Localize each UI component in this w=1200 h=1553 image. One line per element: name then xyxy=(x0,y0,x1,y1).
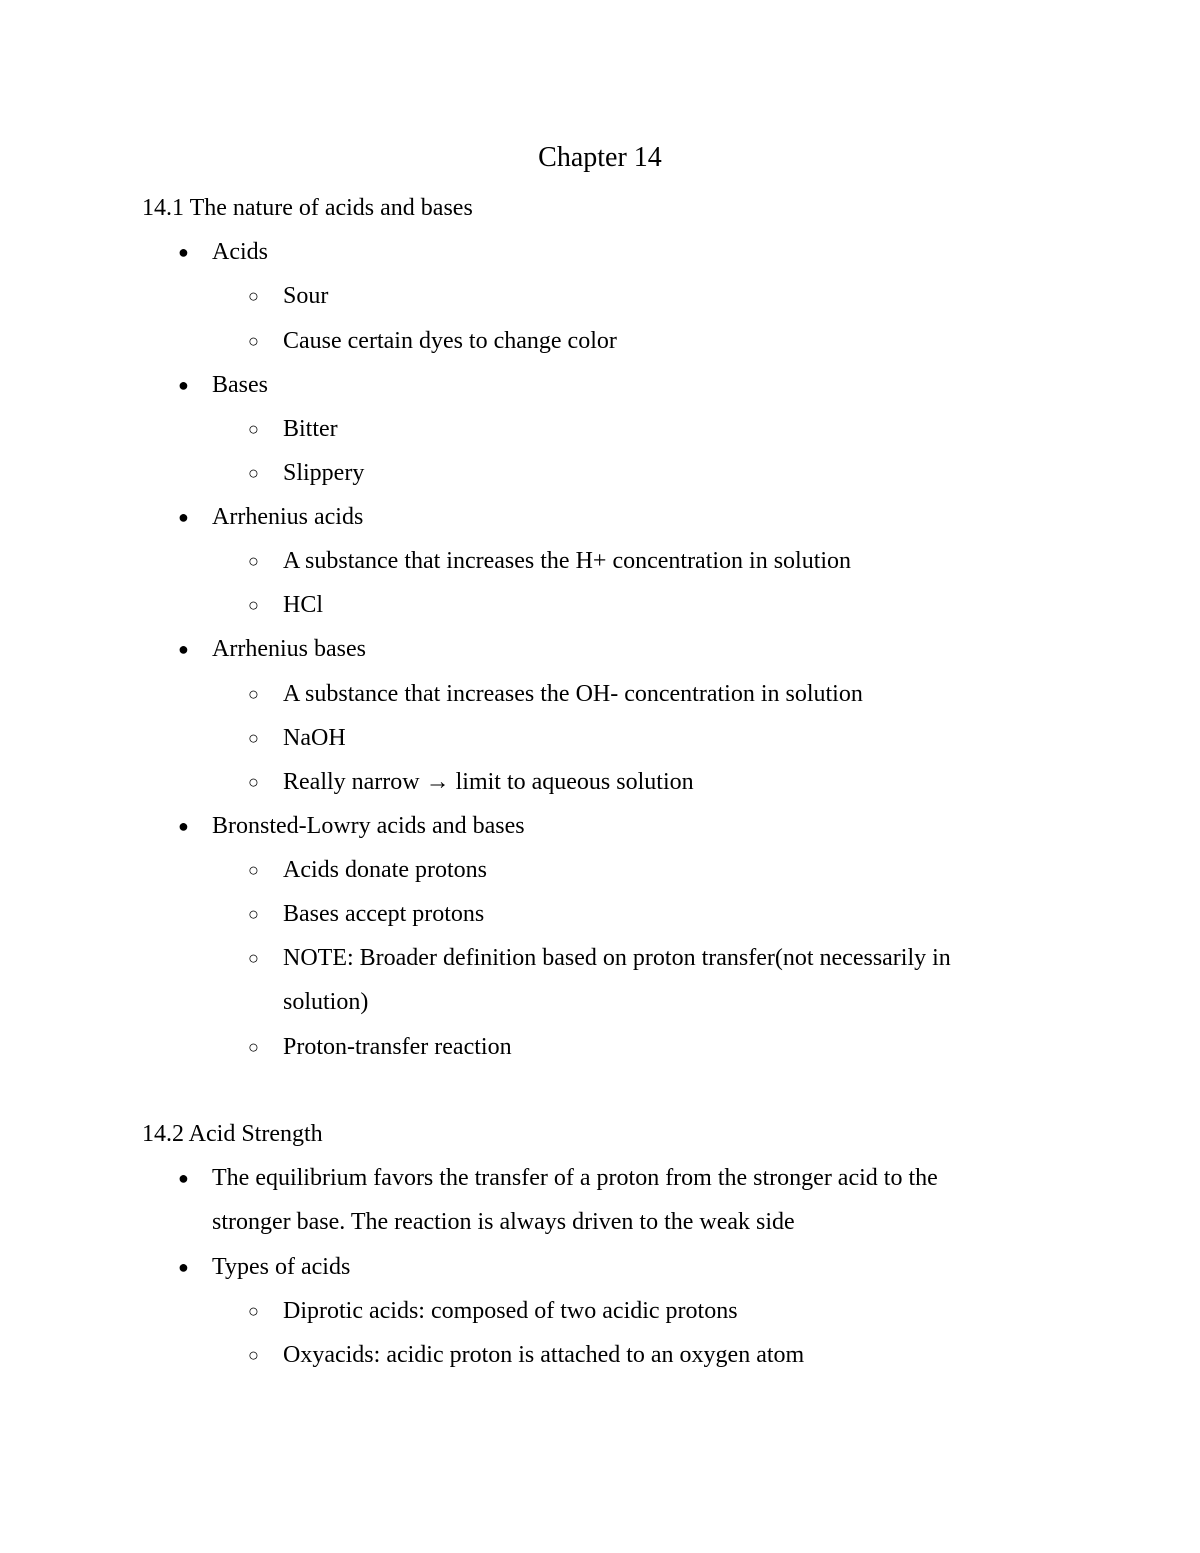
bullet-icon: ● xyxy=(178,375,189,395)
sub-item: Oxyacids: acidic proton is attached to an oxygen atom xyxy=(283,1342,805,1368)
bullet-icon: ● xyxy=(178,242,189,262)
sub-bullet-icon: ○ xyxy=(248,1345,259,1365)
list-item-acids: Acids xyxy=(212,239,268,265)
sub-item: NaOH xyxy=(283,725,346,751)
bullet-icon: ● xyxy=(178,1257,189,1277)
bullet-icon: ● xyxy=(178,507,189,527)
section-heading-14-1: 14.1 The nature of acids and bases xyxy=(142,195,473,221)
sub-item: Bases accept protons xyxy=(283,901,485,927)
sub-bullet-icon: ○ xyxy=(248,948,259,968)
bullet-icon: ● xyxy=(178,816,189,836)
sub-bullet-icon: ○ xyxy=(248,551,259,571)
sub-item: A substance that increases the H+ concentration in solution xyxy=(283,548,852,574)
sub-bullet-icon: ○ xyxy=(248,286,259,306)
sub-bullet-icon: ○ xyxy=(248,772,259,792)
sub-bullet-icon: ○ xyxy=(248,1301,259,1321)
sub-item: Proton-transfer reaction xyxy=(283,1034,512,1060)
sub-item: Bitter xyxy=(283,416,338,442)
list-item-bronsted-lowry: Bronsted-Lowry acids and bases xyxy=(212,813,525,839)
sub-bullet-icon: ○ xyxy=(248,331,259,351)
sub-bullet-icon: ○ xyxy=(248,860,259,880)
list-item-equilibrium: The equilibrium favors the transfer of a proton from the stronger acid to the xyxy=(212,1165,938,1191)
sub-bullet-icon: ○ xyxy=(248,728,259,748)
sub-bullet-icon: ○ xyxy=(248,595,259,615)
sub-item: Diprotic acids: composed of two acidic protons xyxy=(283,1298,738,1324)
list-item-types-of-acids: Types of acids xyxy=(212,1254,351,1280)
sub-item: Really narrow → limit to aqueous solution xyxy=(283,769,694,795)
sub-bullet-icon: ○ xyxy=(248,684,259,704)
sub-item: A substance that increases the OH- concentration in solution xyxy=(283,681,863,707)
sub-item: NOTE: Broader definition based on proton transfer(not necessarily in xyxy=(283,945,951,971)
section-heading-14-2: 14.2 Acid Strength xyxy=(142,1121,323,1147)
list-item-continuation: stronger base. The reaction is always driven to the weak side xyxy=(212,1209,795,1235)
bullet-icon: ● xyxy=(178,1168,189,1188)
list-item-arrhenius-acids: Arrhenius acids xyxy=(212,504,364,530)
sub-bullet-icon: ○ xyxy=(248,904,259,924)
sub-item: Slippery xyxy=(283,460,365,486)
sub-item: HCl xyxy=(283,592,324,618)
bullet-icon: ● xyxy=(178,639,189,659)
list-item-bases: Bases xyxy=(212,372,268,398)
list-item-arrhenius-bases: Arrhenius bases xyxy=(212,636,366,662)
sub-item-continuation: solution) xyxy=(283,989,369,1015)
sub-bullet-icon: ○ xyxy=(248,1037,259,1057)
sub-item: Sour xyxy=(283,283,329,309)
sub-bullet-icon: ○ xyxy=(248,419,259,439)
page-title: Chapter 14 xyxy=(538,142,662,173)
sub-bullet-icon: ○ xyxy=(248,463,259,483)
sub-item: Acids donate protons xyxy=(283,857,487,883)
sub-item: Cause certain dyes to change color xyxy=(283,328,617,354)
